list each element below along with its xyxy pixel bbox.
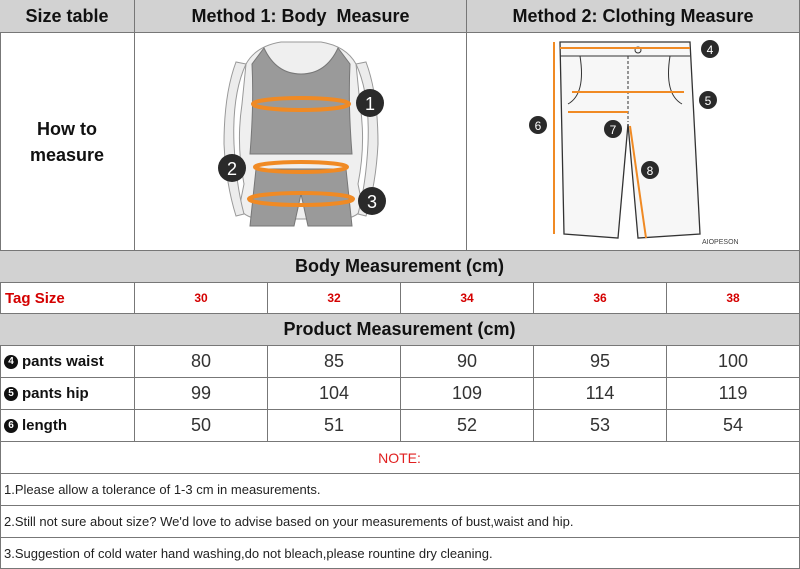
cell-hip-30: 99: [135, 378, 268, 410]
cell-length-38: 54: [667, 410, 800, 442]
svg-text:3: 3: [366, 191, 377, 212]
tag-size-32: 32: [268, 283, 401, 314]
clothing-measure-figure: [467, 33, 800, 251]
size-table-header: Size table: [0, 0, 135, 33]
tag-size-36: 36: [534, 283, 667, 314]
note-title: NOTE:: [0, 442, 800, 474]
cell-length-36: 53: [534, 410, 667, 442]
cell-length-32: 51: [268, 410, 401, 442]
cell-length-30: 50: [135, 410, 268, 442]
marker-1-icon: [356, 89, 384, 117]
marker-5-icon: 5: [4, 387, 18, 401]
product-measurement-title: Product Measurement (cm): [0, 314, 800, 346]
row-label-text: pants waist: [22, 353, 104, 370]
svg-text:6: 6: [534, 118, 541, 133]
marker-6-icon: 6: [4, 419, 18, 433]
note-1: 1.Please allow a tolerance of 1-3 cm in measurements.: [0, 474, 800, 506]
svg-text:2: 2: [226, 158, 237, 179]
method2-header: Method 2: Clothing Measure: [467, 0, 800, 33]
body-figure-svg: [136, 34, 466, 250]
svg-text:8: 8: [646, 163, 653, 178]
cell-waist-32: 85: [268, 346, 401, 378]
note-2: 2.Still not sure about size? We'd love to advise based on your measurements of bust,waist and hip.: [0, 506, 800, 538]
svg-text:4: 4: [706, 42, 713, 57]
how-to-measure-label: How to measure: [0, 33, 135, 251]
cell-waist-30: 80: [135, 346, 268, 378]
cell-hip-32: 104: [268, 378, 401, 410]
marker-4-icon: [701, 40, 719, 58]
marker-3-icon: [358, 187, 386, 215]
row-label-pants-waist: [0, 346, 135, 378]
marker-2-icon: [218, 154, 246, 182]
tag-size-34: 34: [401, 283, 534, 314]
row-label-length: [0, 410, 135, 442]
cell-hip-34: 109: [401, 378, 534, 410]
svg-text:5: 5: [704, 93, 711, 108]
cell-waist-34: 90: [401, 346, 534, 378]
tag-size-label: Tag Size: [0, 283, 135, 314]
cell-length-34: 52: [401, 410, 534, 442]
svg-text:7: 7: [609, 122, 616, 137]
method1-header: Method 1: Body Measure: [135, 0, 467, 33]
cell-waist-38: 100: [667, 346, 800, 378]
body-measurement-title: Body Measurement (cm): [0, 251, 800, 283]
tag-size-38: 38: [667, 283, 800, 314]
row-label-pants-hip: [0, 378, 135, 410]
row-label-text: length: [22, 417, 67, 434]
clothing-figure-svg: [468, 34, 799, 250]
marker-4-icon: 4: [4, 355, 18, 369]
brand-watermark: AIOPESON: [701, 238, 739, 246]
row-label-text: pants hip: [22, 385, 89, 402]
marker-5-icon: [699, 91, 717, 109]
marker-6-icon: [529, 116, 547, 134]
body-measure-figure: [135, 33, 467, 251]
marker-8-icon: [641, 161, 659, 179]
cell-hip-36: 114: [534, 378, 667, 410]
cell-waist-36: 95: [534, 346, 667, 378]
marker-7-icon: [604, 120, 622, 138]
tag-size-30: 30: [135, 283, 268, 314]
cell-hip-38: 119: [667, 378, 800, 410]
note-3: 3.Suggestion of cold water hand washing,do not bleach,please rountine dry cleaning.: [0, 538, 800, 569]
svg-text:1: 1: [364, 93, 375, 114]
